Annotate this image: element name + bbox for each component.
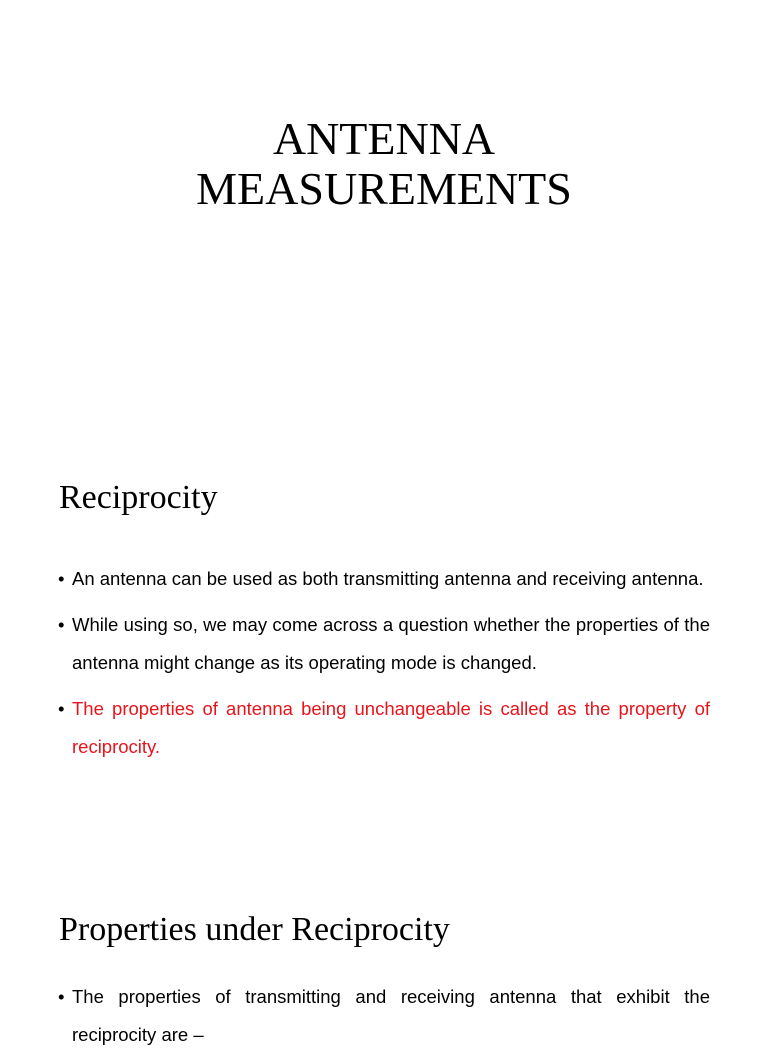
deck-title-line-1: ANTENNA (272, 113, 496, 164)
reciprocity-slide (0, 440, 768, 850)
bullet-item (58, 560, 710, 598)
bullet-item (58, 606, 710, 682)
bullet-item-highlighted (58, 690, 710, 766)
slide-heading: Reciprocity (59, 479, 218, 516)
bullet-list (58, 560, 710, 774)
bullet-icon: • (58, 698, 65, 719)
properties-slide (0, 870, 768, 1045)
bullet-text: An antenna can be used as both transmitting antenna and receiving antenna. (72, 568, 704, 589)
bullet-icon: • (58, 986, 65, 1007)
bullet-list (58, 978, 710, 1062)
bullet-icon: • (58, 614, 65, 635)
deck-title-line-2: MEASUREMENTS (196, 163, 572, 214)
bullet-text: While using so, we may come across a question whether the properties of the antenna might change as its operating mode is changed. (72, 614, 710, 673)
title-slide (0, 0, 768, 420)
bullet-item (58, 978, 710, 1054)
bullet-icon: • (58, 568, 65, 589)
bullet-text: The properties of antenna being unchangeable is called as the property of reciprocity. (72, 698, 710, 757)
bullet-text: The properties of transmitting and receiving antenna that exhibit the reciprocity are – (72, 986, 710, 1045)
deck-title (0, 114, 768, 214)
slide-heading: Properties under Reciprocity (59, 911, 450, 948)
